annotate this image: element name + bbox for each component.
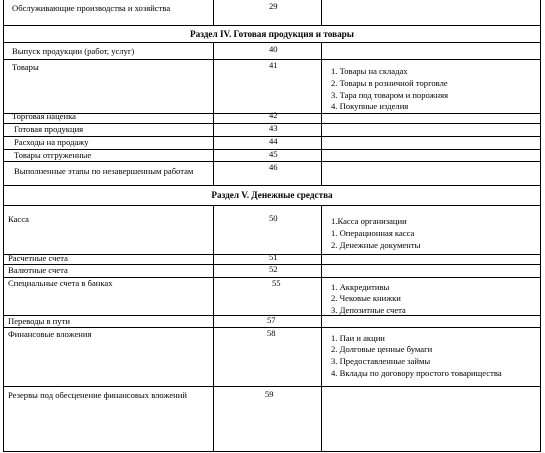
subaccount-item: 2. Чековые книжки — [331, 293, 401, 303]
rule — [3, 25, 541, 26]
account-code: 55 — [272, 278, 281, 288]
account-name: Товары — [12, 62, 39, 72]
account-name: Торговая наценка — [12, 111, 76, 121]
rule — [321, 42, 322, 185]
account-code: 46 — [269, 162, 278, 172]
account-code: 44 — [269, 136, 278, 146]
account-name: Валютные счета — [8, 265, 68, 275]
account-name: Выполненные этапы по незавершенным работам — [14, 166, 194, 176]
account-name: Касса — [8, 214, 29, 224]
account-code: 40 — [269, 44, 278, 54]
subaccount-item: 1. Паи и акции — [331, 333, 385, 343]
rule — [321, 205, 322, 452]
subaccount-item: 1. Операционная касса — [331, 228, 415, 238]
rule — [213, 0, 214, 25]
subaccount-item: 1.Касса организации — [331, 216, 407, 226]
rule — [540, 0, 541, 452]
subaccount-item: 3. Тара под товаром и порожняя — [331, 90, 449, 100]
rule — [3, 0, 4, 452]
account-name: Специальные счета в банках — [8, 278, 113, 288]
subaccount-item: 2. Долговые ценные бумаги — [331, 344, 433, 354]
account-code: 43 — [269, 123, 278, 133]
subaccount-item: 3. Предоставленные займы — [331, 356, 431, 366]
account-code: 52 — [269, 264, 278, 274]
section-heading: Раздел IV. Готовая продукция и товары — [190, 29, 354, 39]
subaccount-item: 1. Аккредитивы — [331, 282, 390, 292]
account-code: 59 — [265, 389, 274, 399]
section-heading: Раздел V. Денежные средства — [211, 190, 333, 200]
account-name: Финансовые вложения — [8, 329, 92, 339]
account-code: 29 — [269, 1, 278, 11]
rule — [3, 185, 541, 186]
account-name: Товары отгруженные — [14, 150, 92, 160]
subaccount-item: 2. Товары в розничной торговле — [331, 78, 448, 88]
account-name: Обслуживающие производства и хозяйства — [12, 3, 171, 13]
rule — [3, 205, 541, 206]
account-name: Выпуск продукции (работ, услуг) — [12, 46, 135, 56]
account-code: 50 — [269, 213, 278, 223]
account-name: Готовая продукция — [14, 124, 84, 134]
rule — [213, 205, 214, 452]
chart-of-accounts-table — [3, 0, 541, 453]
account-name: Расходы на продажу — [14, 137, 89, 147]
account-name: Переводы в пути — [8, 316, 70, 326]
subaccount-item: 4. Покупные изделия — [331, 101, 409, 111]
account-code: 58 — [267, 328, 276, 338]
account-code: 57 — [267, 315, 276, 325]
account-code: 45 — [269, 149, 278, 159]
account-code: 51 — [269, 252, 278, 262]
subaccount-item: 3. Депозитные счета — [331, 305, 406, 315]
account-code: 41 — [269, 60, 278, 70]
subaccount-item: 4. Вклады по договору простого товарищества — [331, 368, 502, 378]
rule — [3, 42, 541, 43]
rule — [213, 42, 214, 185]
rule — [3, 386, 541, 387]
rule — [3, 451, 541, 452]
subaccount-item: 1. Товары на складах — [331, 66, 408, 76]
rule — [321, 0, 322, 25]
account-code: 42 — [269, 110, 278, 120]
account-name: Расчетные счета — [8, 253, 68, 263]
subaccount-item: 2. Денежные документы — [331, 240, 421, 250]
account-name: Резервы под обесценение финансовых вложений — [8, 390, 187, 400]
